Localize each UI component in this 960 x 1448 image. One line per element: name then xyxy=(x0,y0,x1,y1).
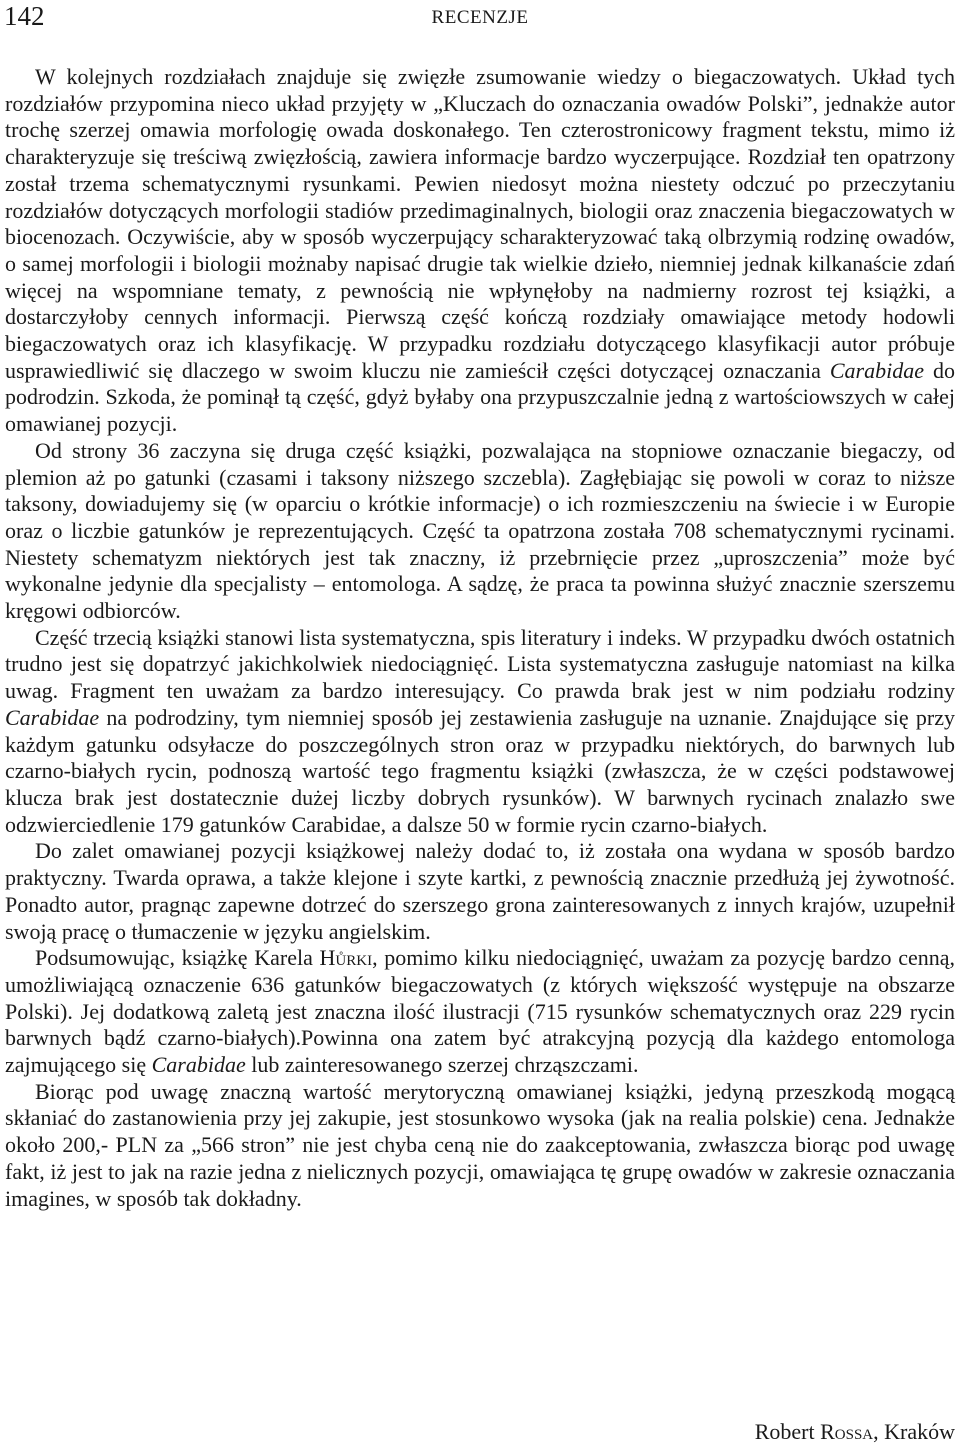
paragraph xyxy=(5,438,955,625)
text-run: , pomimo kilku niedociągnięć, uważam za pozycję bardzo cenną, umożliwiającą oznaczenie 636 gatunków biegaczowatych (z których większość występuje na obszarze Polski). Jej dodatkową zaletą jest znaczna ilość ilustracji (715 rysunków schematycznych oraz 229 rycin barwnych bądź czarno-białych).Powinna ona zatem być atrakcyjną pozycją dla każdego entomologa zajmującego się xyxy=(5,945,956,1078)
page-header xyxy=(0,0,960,40)
text-run: Biorąc pod uwagę znaczną wartość merytoryczną omawianej książki, jedyną przeszkodą mogącą skłaniać do zastanowienia przy jej zakupie, jest stosunkowo wysoka (jak na realia polskie) cena. Jednakże około 200,- PLN za „566 stron” nie jest chyba ceną nie do zaakceptowania, zwłaszcza biorąc pod uwagę fakt, iż jest to jak na razie jedna z nielicznych pozycji, omawiająca tę grupę owadów w zakresie oznaczania imagines, w sposób tak dokładny. xyxy=(5,1078,955,1211)
reviewer-first-name: Robert xyxy=(754,1419,821,1444)
reviewer-location: , Kraków xyxy=(873,1419,955,1444)
paragraph xyxy=(5,625,955,839)
taxon-name: Carabidae xyxy=(829,357,924,383)
paragraph xyxy=(5,64,955,438)
taxon-name: Carabidae xyxy=(5,704,100,730)
review-body xyxy=(5,64,955,1212)
taxon-name: Carabidae xyxy=(151,1052,246,1078)
text-run: Podsumowując, książkę Karela xyxy=(35,945,320,971)
author-name: Hůrki xyxy=(319,945,373,971)
text-run: lub zainteresowanego szerzej chrząszczami. xyxy=(245,1052,639,1078)
paragraph xyxy=(5,945,955,1079)
text-run: W kolejnych rozdziałach znajduje się zwięzłe zsumowanie wiedzy o biegaczowatych. Układ tych rozdziałów przypomina nieco układ przyjęty w „Kluczach do oznaczania owadów Polski”, jednakże autor trochę szerzej omawia morfologię owada doskonałego. Ten czterostronicowy fragment tekstu, mimo iż charakteryzuje się treściwą zwięzłością, zawiera informacje bardzo wyczerpujące. Rozdział ten opatrzony został trzema schematycznymi rysunkami. Pewien niedosyt można niestety odczuć po przeczytaniu rozdziałów dotyczących morfologii stadiów przedimaginalnych, biologii oraz znaczenia biegaczowatych w biocenozach. Oczywiście, aby w sposób wyczerpujący scharakteryzować taką olbrzymią rodzinę owadów, o samej morfologii i biologii możnaby napisać drugie tak wielkie dzieło, niemniej jednak kilkanaście zdań więcej na wspomniane tematy, z pewnością nie wpłynęłoby na nadmierny rozrost tej książki, a dostarczyłoby cennych informacji. Pierwszą część kończą rozdziały omawiające metody hodowli biegaczowatych oraz ich klasyfikację. W przypadku rozdziału dotyczącego klasyfikacji autor próbuje usprawiedliwić się dlaczego w swoim kluczu nie zamieścił części dotyczącej oznaczania xyxy=(5,64,955,383)
text-run: na podrodziny, tym niemniej sposób jej zestawienia zasługuje na uznanie. Znajdujące się przy każdym gatunku odsyłacze do poszczególnych stron oraz w przypadku niektórych, do barwnych lub czarno-białych rycin, podnoszą wartość tego fragmentu książki (zwłaszcza, że w części podstawowej klucza brak jest dostatecznie dużej liczby dobrych rysunków). W barwnych rycinach znalazło swe odzwierciedlenie 179 gatunków Carabidae, a dalsze 50 w formie rycin czarno-białych. xyxy=(5,704,955,837)
page-number: 142 xyxy=(4,1,45,31)
text-run: Do zalet omawianej pozycji książkowej należy dodać to, iż została ona wydana w sposób bardzo praktyczny. Twarda oprawa, a także klejone i szyte kartki, z pewnością znacznie przedłużą jej żywotność. Ponadto autor, pragnąc zapewne dotrzeć do szerszego grona zainteresowanych z innych krajów, uzupełnił swoją pracę o tłumaczenie w języku angielskim. xyxy=(5,838,955,944)
text-run: do podrodzin. Szkoda, że pominął tą część, gdyż byłaby ona przypuszczalnie jedną z wartościowszych w całej omawianej pozycji. xyxy=(5,357,956,437)
paragraph xyxy=(5,838,955,945)
text-run: Od strony 36 zaczyna się druga część książki, pozwalająca na stopniowe oznaczanie biegaczy, od plemion aż po gatunki (czasami i taksony niższego szczebla). Zagłębiając się powoli w coraz to niższe taksony, dowiadujemy się (w oparciu o krótkie informacje) o ich rozmieszczeniu na świecie i w Europie oraz o liczbie gatunków je reprezentujących. Część ta opatrzona została 708 schematycznymi rycinami. Niestety schematyzm niektórych jest tak znaczny, iż przebrnięcie przez „uproszczenia” może być wykonalne jedynie dla specjalisty – entomologa. A sądzę, że praca ta powinna służyć znacznie szerszemu kręgowi odbiorców. xyxy=(5,437,955,624)
text-run: Część trzecią książki stanowi lista systematyczna, spis literatury i indeks. W przypadku dwóch ostatnich trudno jest się dopatrzyć jakichkolwiek niedociągnięć. Lista systematyczna zasługuje natomiast na kilka uwag. Fragment ten uważam za bardzo interesujący. Co prawda brak jest w nim podziału rodziny xyxy=(5,624,955,704)
reviewer-signature xyxy=(755,1418,955,1445)
reviewer-surname: Rossa xyxy=(820,1419,874,1444)
running-head: RECENZJE xyxy=(431,7,529,28)
paragraph xyxy=(5,1079,955,1213)
